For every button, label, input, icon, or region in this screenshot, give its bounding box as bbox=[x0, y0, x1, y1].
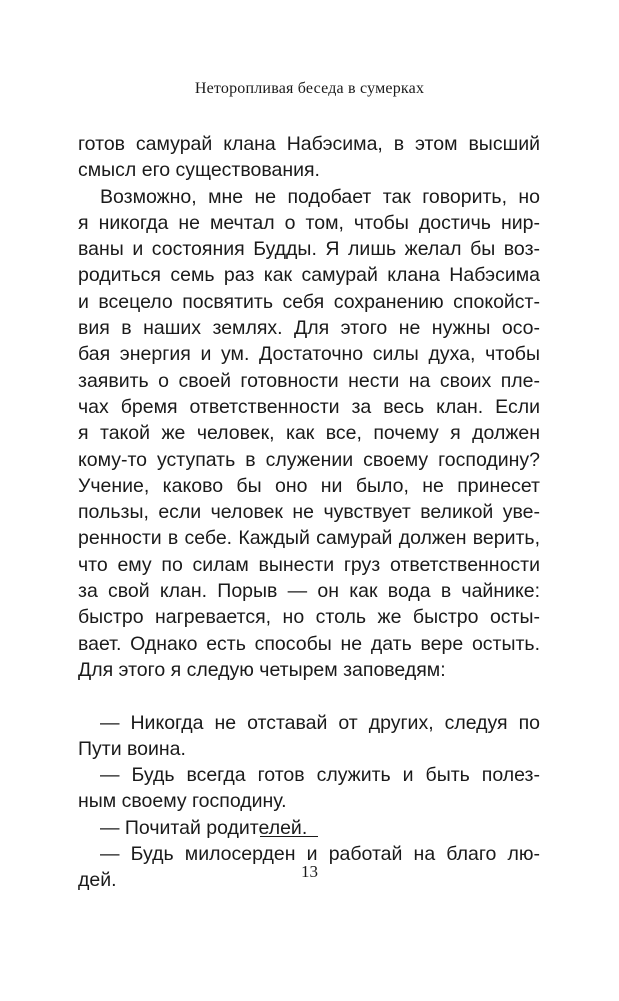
text-line: быстро нагревается, но столь же быстро осты- bbox=[78, 606, 540, 629]
text-line: Учение, каково бы оно ни было, не принесет bbox=[78, 474, 540, 497]
text-line: готов самурай клана Набэсима, в этом высший bbox=[78, 133, 540, 155]
running-head: Неторопливая беседа в сумерках bbox=[194, 80, 425, 97]
text-line: вия в наших землях. Для этого не нужны осо- bbox=[78, 317, 540, 340]
text-line: — Почитай родителей. bbox=[100, 816, 308, 839]
text-line: Для этого я следую четырем заповедям: bbox=[78, 658, 446, 681]
footer-divider bbox=[260, 836, 318, 837]
text-line: смысл его существования. bbox=[78, 159, 320, 182]
text-line: вает. Однако есть способы не дать вере остыть. bbox=[78, 632, 540, 655]
text-line: чах бремя ответственности за весь клан. Если bbox=[78, 395, 540, 418]
body-text bbox=[78, 131, 540, 894]
text-line: ренности в себе. Каждый самурай должен верить, bbox=[78, 527, 540, 550]
text-line: пользы, если человек не чувствует великой уве- bbox=[78, 501, 540, 524]
text-line: — Никогда не отставай от других, следуя по bbox=[100, 711, 540, 734]
text-line: ным своему господину. bbox=[78, 790, 287, 813]
text-line: Возможно, мне не подобает так говорить, но bbox=[100, 185, 540, 208]
text-line: дей. bbox=[78, 869, 117, 892]
text-line: — Будь всегда готов служить и быть полез- bbox=[100, 764, 540, 787]
text-line: я такой же человек, как все, почему я должен bbox=[78, 422, 540, 445]
text-line: родиться семь раз как самурай клана Набэсима bbox=[78, 264, 540, 287]
paragraph-gap bbox=[78, 683, 540, 709]
text-line: ваны и состояния Будды. Я лишь желал бы воз- bbox=[78, 238, 540, 261]
text-line: Пути воина. bbox=[78, 737, 186, 760]
text-line: бая энергия и ум. Достаточно силы духа, чтобы bbox=[78, 343, 540, 366]
page-number: 13 bbox=[301, 862, 318, 881]
text-line: и всецело посвятить себя сохранению спокойст- bbox=[78, 290, 540, 313]
text-line: кому-то уступать в служении своему господину? bbox=[78, 448, 540, 471]
text-line: — Будь милосерден и работай на благо лю- bbox=[100, 843, 540, 866]
text-line: что ему по силам вынести груз ответственности bbox=[78, 553, 540, 576]
text-line: за свой клан. Порыв — он как вода в чайнике: bbox=[78, 580, 540, 603]
text-line: я никогда не мечтал о том, чтобы достичь нир- bbox=[78, 211, 540, 234]
text-line: заявить о своей готовности нести на своих пле- bbox=[78, 369, 540, 392]
